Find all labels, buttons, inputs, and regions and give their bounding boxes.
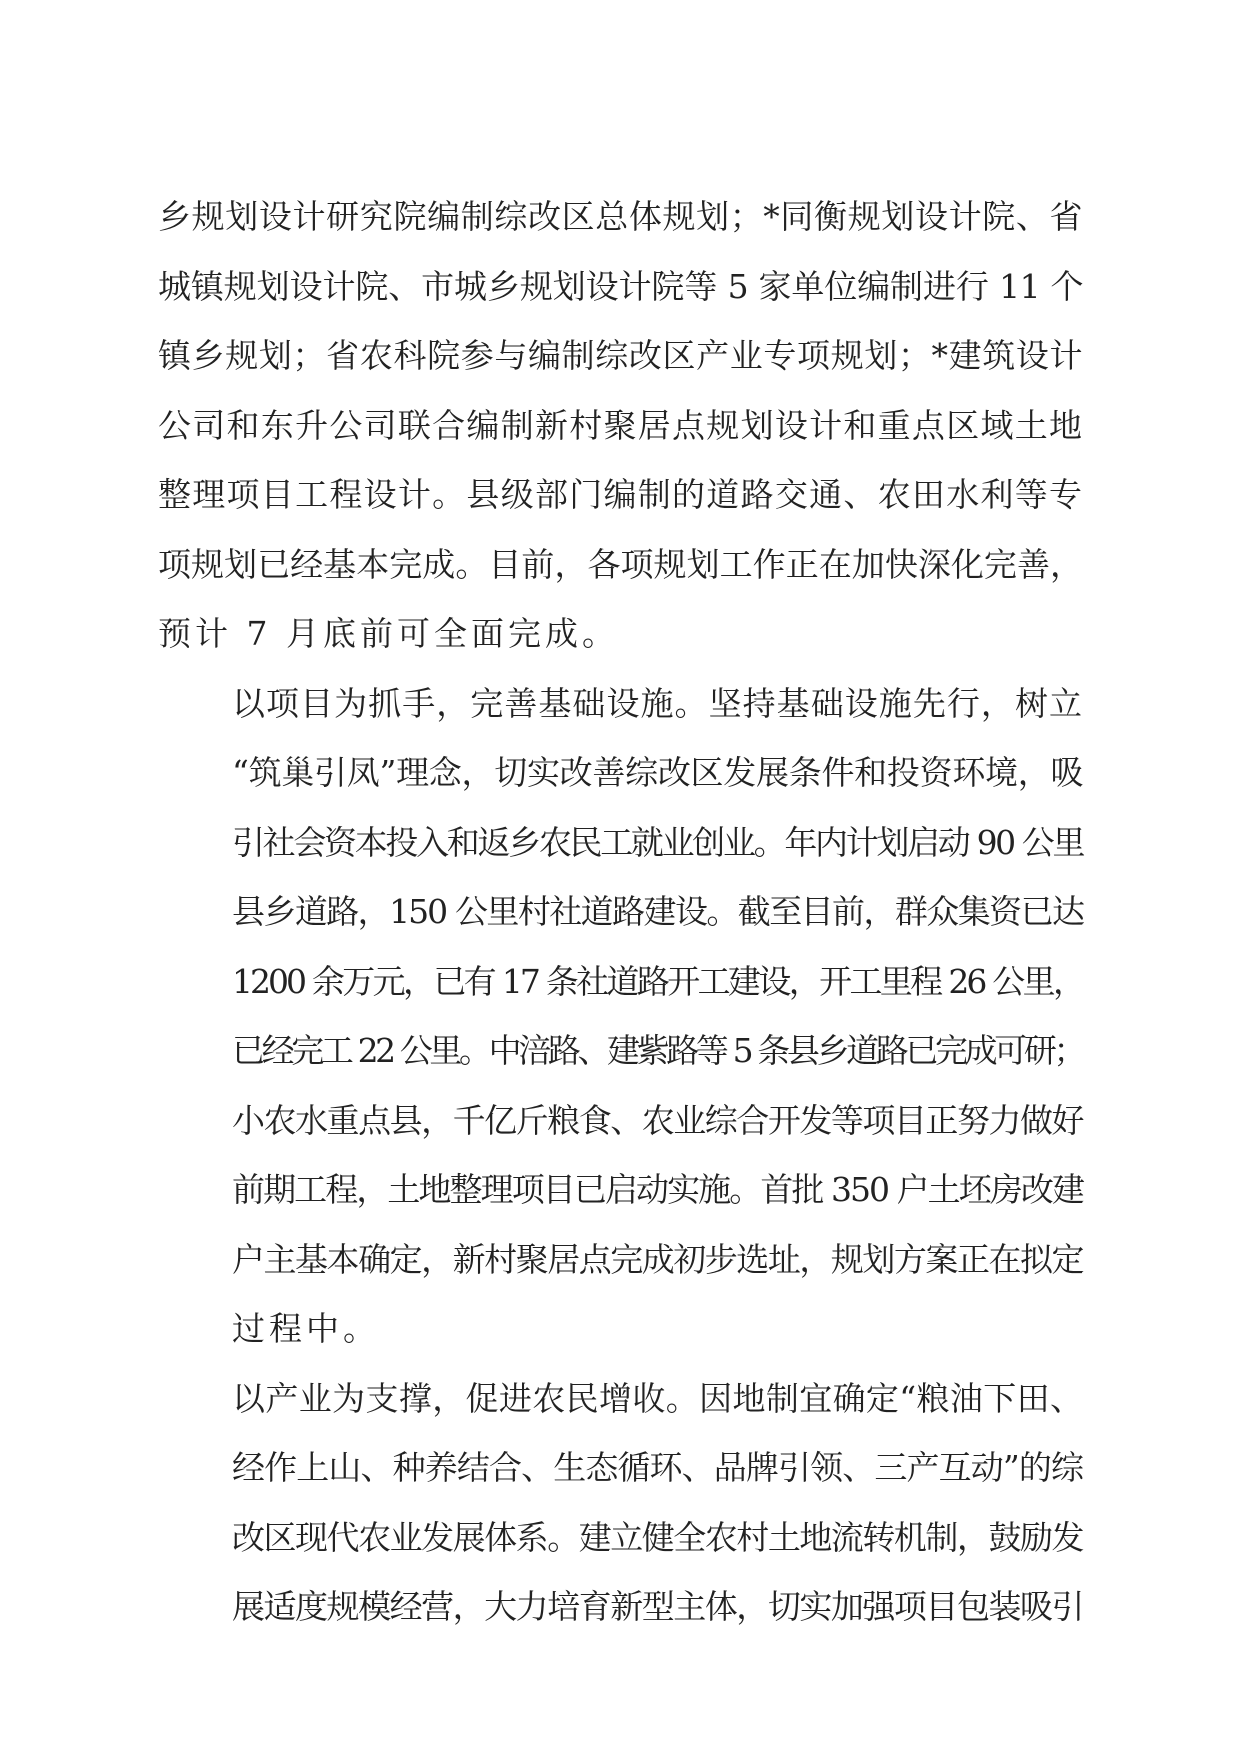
paragraph-industry (158, 1364, 1083, 1642)
text-line: 项规划已经基本完成。目前，各项规划工作正在加快深化完善， (158, 544, 1083, 584)
text-line: 过程中。 (232, 1309, 380, 1348)
text-line: 户主基本确定，新村聚居点完成初步选址，规划方案正在拟定 (232, 1239, 1083, 1279)
text-line: 前期工程，土地整理项目已启动实施。首批 350 户土坯房改建 (232, 1170, 1083, 1209)
text-line: 经作上山、种养结合、生态循环、品牌引领、三产互动”的综 (232, 1448, 1083, 1487)
text-line: 乡规划设计研究院编制综改区总体规划；*同衡规划设计院、省 (158, 197, 1083, 236)
text-line: 县乡道路，150 公里村社道路建设。截至目前，群众集资已达 (232, 892, 1083, 931)
document-body (158, 182, 1083, 1642)
text-line: 小农水重点县，千亿斤粮食、农业综合开发等项目正努力做好 (232, 1100, 1083, 1140)
paragraph-infrastructure (158, 669, 1083, 1364)
text-line: 展适度规模经营，大力培育新型主体，切实加强项目包装吸引 (232, 1587, 1083, 1626)
text-line: 城镇规划设计院、市城乡规划设计院等 5 家单位编制进行 11 个 (158, 266, 1083, 306)
text-line: 整理项目工程设计。县级部门编制的道路交通、农田水利等专 (158, 475, 1083, 514)
text-line: 引社会资本投入和返乡农民工就业创业。年内计划启动 90 公里 (232, 822, 1083, 862)
text-line: “筑巢引凤”理念，切实改善综改区发展条件和投资环境，吸 (232, 753, 1083, 792)
text-line: 预计 7 月底前可全面完成。 (158, 614, 619, 653)
text-line: 公司和东升公司联合编制新村聚居点规划设计和重点区域土地 (158, 405, 1083, 445)
paragraph-planning (158, 182, 1083, 669)
text-line: 以产业为支撑，促进农民增收。因地制宜确定“粮油下田、 (232, 1378, 1083, 1418)
text-line: 1200 余万元，已有 17 条社道路开工建设，开工里程 26 公里， (232, 961, 1083, 1001)
text-line: 以项目为抓手，完善基础设施。坚持基础设施先行，树立 (232, 683, 1083, 723)
text-line: 已经完工 22 公里。中涪路、建紫路等 5 条县乡道路已完成可研； (232, 1031, 1083, 1070)
text-line: 镇乡规划；省农科院参与编制综改区产业专项规划；*建筑设计 (158, 336, 1083, 375)
text-line: 改区现代农业发展体系。建立健全农村土地流转机制，鼓励发 (232, 1517, 1083, 1557)
